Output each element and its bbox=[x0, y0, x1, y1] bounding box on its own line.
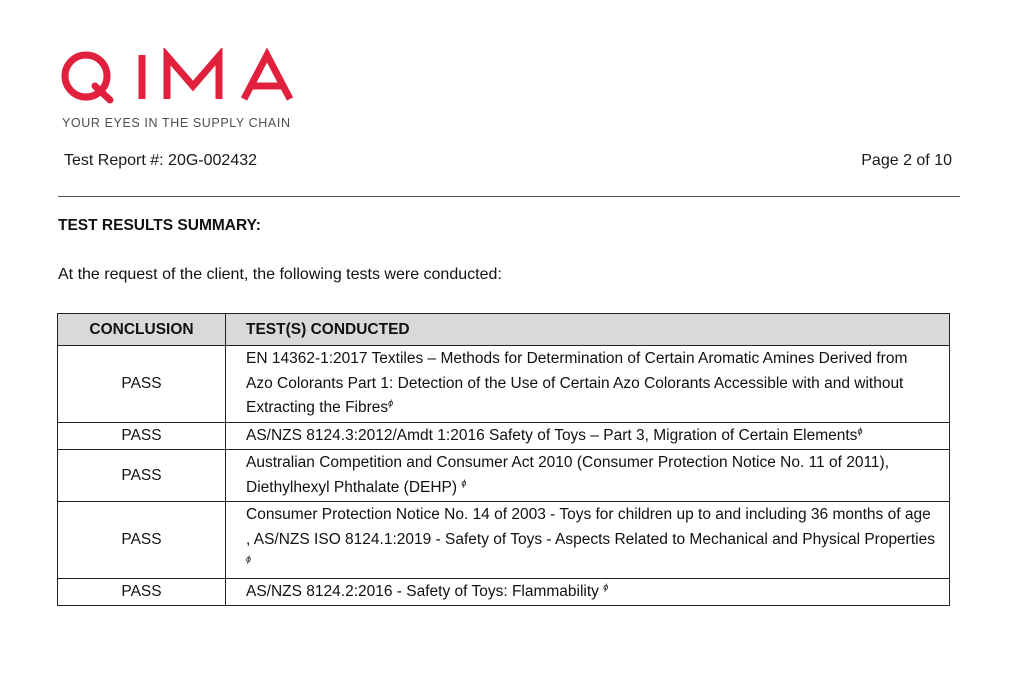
table-header-row bbox=[58, 314, 950, 346]
table-row bbox=[58, 578, 950, 606]
header-divider bbox=[58, 196, 960, 197]
logo-letter-a bbox=[244, 55, 290, 99]
test-description: Australian Competition and Consumer Act 2010 (Consumer Protection Notice No. 11 of 2011), Diethylhexyl Phthalate (DEHP) bbox=[246, 454, 890, 496]
intro-text: At the request of the client, the following tests were conducted: bbox=[58, 266, 502, 283]
page-indicator: Page 2 of 10 bbox=[861, 152, 952, 169]
logo-letter-m bbox=[167, 56, 219, 99]
conclusion-cell: PASS bbox=[58, 422, 226, 450]
conclusion-cell: PASS bbox=[58, 346, 226, 423]
test-description: AS/NZS 8124.3:2012/Amdt 1:2016 Safety of Toys – Part 3, Migration of Certain Elements bbox=[246, 426, 858, 444]
test-description: EN 14362-1:2017 Textiles – Methods for Determination of Certain Aromatic Amines Derived from Azo Colorants Part 1: Detection of the Use of Certain Azo Colorants Accessible with and without Extracting the Fibres bbox=[246, 350, 908, 416]
logo-tagline: YOUR EYES IN THE SUPPLY CHAIN bbox=[62, 116, 291, 130]
footnote-mark: ϕ bbox=[857, 425, 863, 436]
table-row bbox=[58, 422, 950, 450]
footnote-mark: ϕ bbox=[603, 581, 609, 592]
test-results-table bbox=[57, 313, 950, 606]
conclusion-cell: PASS bbox=[58, 450, 226, 502]
column-header-conclusion: CONCLUSION bbox=[58, 314, 226, 346]
qima-logo bbox=[58, 48, 308, 138]
table-row bbox=[58, 502, 950, 579]
test-cell bbox=[226, 346, 950, 423]
table-row bbox=[58, 450, 950, 502]
test-cell bbox=[226, 422, 950, 450]
footnote-mark: ϕ bbox=[246, 553, 252, 564]
test-description: Consumer Protection Notice No. 14 of 2003 - Toys for children up to and including 36 months of age , AS/NZS ISO 8124.1:2019 - Safety of Toys - Aspects Related to Mechanical and Physical Properties bbox=[246, 506, 935, 548]
test-cell bbox=[226, 578, 950, 606]
conclusion-cell: PASS bbox=[58, 578, 226, 606]
qima-wordmark bbox=[58, 48, 308, 108]
test-description: AS/NZS 8124.2:2016 - Safety of Toys: Flammability bbox=[246, 582, 604, 600]
test-cell bbox=[226, 502, 950, 579]
table-row bbox=[58, 346, 950, 423]
report-number: Test Report #: 20G-002432 bbox=[64, 152, 258, 169]
test-cell bbox=[226, 450, 950, 502]
conclusion-cell: PASS bbox=[58, 502, 226, 579]
section-title: TEST RESULTS SUMMARY: bbox=[58, 217, 261, 234]
column-header-tests: TEST(S) CONDUCTED bbox=[226, 314, 950, 346]
footnote-mark: ϕ bbox=[388, 397, 394, 408]
footnote-mark: ϕ bbox=[461, 477, 467, 488]
